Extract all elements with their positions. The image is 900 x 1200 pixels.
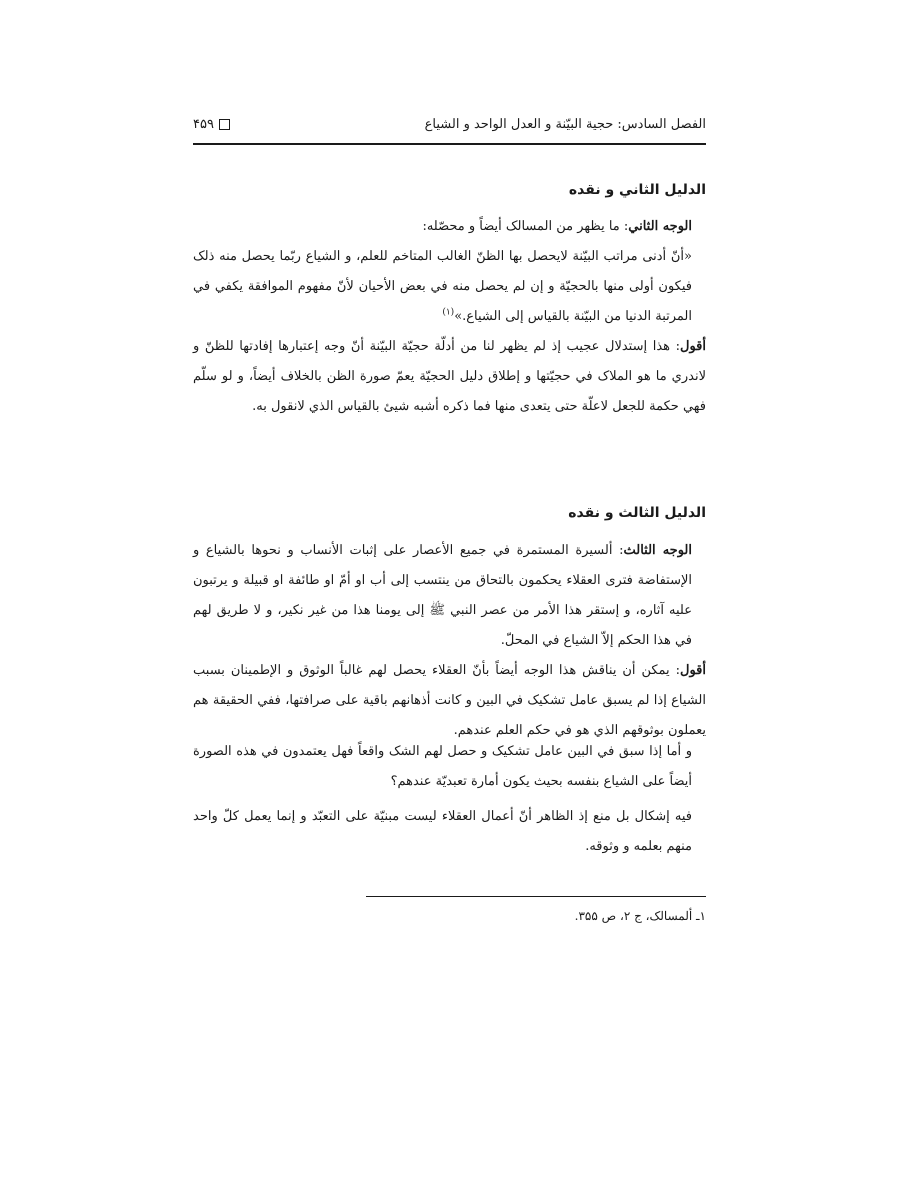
third-argument-critique (193, 656, 706, 746)
third-argument-intro (193, 536, 706, 656)
critique-text: : يمكن أن يناقش هذا الوجه أيضاً بأنّ العقلاء يحصل لهم غالباً الوثوق و الإطمينان بسبب الشياع إذا لم يسبق عامل تشكيک في البين و كانت أذهانهم باقية على صرافتها، ففي الحقيقة هم يعملون بوثوقهم الذي هو في حكم العلم عندهم. (193, 663, 706, 738)
square-box-icon (219, 119, 230, 130)
critique-lead: أقول (680, 339, 706, 354)
critique-lead: أقول (680, 663, 706, 678)
running-head (193, 114, 706, 136)
section-heading-third: الدليل الثالث و نقده (568, 505, 706, 521)
header-rule (193, 143, 706, 145)
second-argument-critique (193, 332, 706, 422)
critique-text: : هذا إستدلال عجيب إذ لم يظهر لنا من أدلّة حجيّة البيّنة أنّ وجه إعتبارها إفادتها للظنّ و لاندري ما هو الملاک في حجيّتها و إطلاق دليل الحجيّة يعمّ صورة الظن بالخلاف أيضاً، و لو سلّم فهي حكمة للجعل لاعلّة حتى يتعدى منها فما ذكره أشبه شيئ بالقياس الذي لانقول به. (193, 339, 706, 414)
running-title: الفصل السادس: حجية البيّنة و العدل الواحد و الشياع (424, 117, 706, 132)
page-number-text: ۴۵۹ (193, 117, 214, 132)
section-heading-second: الدليل الثاني و نقده (568, 182, 706, 198)
book-page (193, 0, 706, 1200)
second-argument-intro-text: : ما يظهر من المسالک أيضاً و محصّله: (422, 219, 629, 234)
page-number (193, 114, 230, 136)
second-argument-intro (193, 212, 706, 242)
third-argument-intro-text: : ألسيرة المستمرة في جميع الأعصار على إثبات الأنساب و نحوها بالشياع و الإستفاضة فترى العقلاء يحكمون بالتحاق من ينتسب إلى أب او أمّ او طائفة او قبيلة و يرتبون عليه آثاره، و إستقر هذا الأمر من عصر النبي ﷺ إلى يومنا هذا من غير نكير، و لا طريق لهم في هذا الحكم إلاّ الشياع في المحلّ. (193, 543, 692, 648)
third-argument-lead: الوجه الثالث (623, 543, 692, 558)
footnote: ۱ـ ألمسالک، ج ۲، ص ۳۵۵. (574, 909, 706, 923)
footnote-marker: (۱) (442, 307, 455, 318)
footnote-rule (366, 896, 706, 897)
masalik-quote-text: «أنّ أدنى مراتب البيّنة لايحصل بها الظنّ الغالب المتاخم للعلم، و الشياع ربّما يحصل منه ذلک فيكون أولى منها بالحجيّة و إن لم يحصل منه في بعض الأحيان لأنّ مفهوم الموافقة يكفي في المرتبة الدنيا من البيّنة بالقياس إلى الشياع.» (193, 249, 692, 324)
third-argument-question: و أما إذا سبق في البين عامل تشكيک و حصل لهم الشک واقعاً فهل يعتمدون في هذه الصورة أيضاً على الشياع بنفسه بحيث يكون أمارة تعبديّة عندهم؟ (193, 744, 692, 789)
second-argument-lead: الوجه الثاني (628, 219, 692, 234)
third-argument-answer: فيه إشكال بل منع إذ الظاهر أنّ أعمال العقلاء ليست مبنيّة على التعبّد و إنما يعمل كلّ واحد منهم بعلمه و وثوقه. (193, 809, 692, 854)
masalik-quote (193, 242, 692, 332)
